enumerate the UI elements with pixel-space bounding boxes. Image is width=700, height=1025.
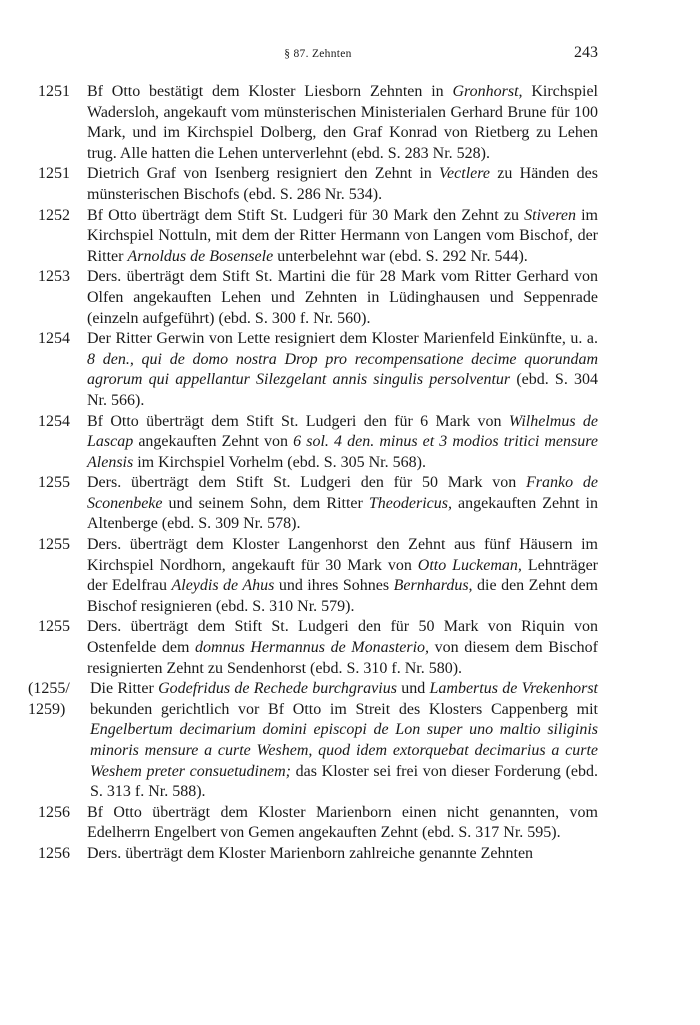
entry-year: 1255	[38, 618, 70, 636]
chronicle-entry	[38, 206, 598, 268]
entry-text-segment: und	[396, 680, 430, 698]
entry-text	[87, 473, 598, 535]
latin-quotation: Franko de Sconenbeke	[87, 474, 598, 512]
entry-list	[28, 82, 599, 865]
entry-text-segment: Lehnträger der Edelfrau	[87, 556, 599, 595]
chronicle-entry	[38, 617, 598, 679]
entry-year: (1255/ 1259)	[28, 680, 70, 718]
entry-text	[87, 803, 598, 844]
entry-text-segment: (ebd. S. 304 Nr. 566).	[87, 371, 599, 409]
latin-quotation: 8 den., qui de domo nostra Drop pro recompensatione decime quorundam agrorum qui appellantur Silezgelant annis singulis persolventur	[87, 350, 598, 389]
entry-text-segment: und ihres Sohnes	[274, 577, 394, 595]
entry-year: 1252	[38, 206, 70, 224]
entry-year: 1253	[38, 268, 70, 286]
latin-quotation: domnus Hermannus de Monasterio,	[195, 639, 430, 657]
chronicle-entry	[38, 803, 598, 844]
latin-quotation: Arnoldus de Bosensele	[127, 247, 274, 265]
entry-text-segment: Bf Otto überträgt dem Kloster Marienborn einen nicht genannten, vom Edelherrn Engelbert von Gemen angekauften Zehnt (ebd. S. 317 Nr. 595).	[87, 803, 598, 842]
entry-text-segment: Die Ritter	[90, 680, 159, 698]
latin-quotation: Bernhardus,	[393, 577, 473, 595]
entry-text-segment: das Kloster sei frei von dieser Forderung (ebd. S. 313 f. Nr. 588).	[90, 762, 598, 801]
entry-year: 1251	[38, 165, 70, 183]
entry-text-segment: im Kirchspiel Nottuln, mit dem der Ritter Hermann von Langen vom Bischof, der Ritter	[87, 206, 598, 265]
entry-text-segment: Ders. überträgt dem Stift St. Ludgeri den für 50 Mark von	[87, 474, 527, 492]
entry-text-segment: von diesem dem Bischof resignierten Zehnt zu Sendenhorst (ebd. S. 310 f. Nr. 580).	[87, 639, 599, 677]
latin-quotation: Aleydis de Ahus	[171, 577, 275, 595]
latin-quotation: Otto Luckeman,	[417, 556, 522, 574]
entry-text	[87, 329, 598, 411]
latin-quotation: Vectlere	[439, 165, 490, 183]
chronicle-entry	[38, 329, 598, 411]
entry-text-segment: Bf Otto überträgt dem Stift St. Ludgeri für 30 Mark den Zehnt zu	[87, 206, 525, 224]
entry-year: 1256	[38, 844, 70, 862]
entry-text	[87, 267, 598, 329]
entry-text-segment: angekauften Zehnt in Altenberge (ebd. S. 309 Nr. 578).	[87, 494, 599, 533]
entry-year: 1255	[38, 474, 70, 492]
chronicle-entry	[38, 164, 598, 205]
latin-quotation: Stiveren	[524, 206, 576, 224]
latin-quotation: Theodericus,	[368, 494, 452, 512]
entry-text	[90, 679, 598, 803]
entry-text-segment: unterbelehnt war (ebd. S. 292 Nr. 544).	[273, 247, 528, 265]
latin-quotation: Wilhelmus de Lascap	[87, 412, 599, 451]
entry-text	[87, 844, 598, 865]
entry-text-segment: Der Ritter Gerwin von Lette resigniert dem Kloster Marienfeld Einkünfte, u. a.	[87, 330, 598, 348]
running-head-title: § 87. Zehnten	[284, 48, 352, 60]
entry-text	[87, 206, 598, 268]
entry-text-segment: bekunden gerichtlich vor Bf Otto im Streit des Klosters Cappenberg mit	[90, 700, 598, 718]
entry-year: 1254	[38, 330, 70, 348]
entry-text-segment: angekauften Zehnt von	[133, 433, 294, 451]
chronicle-entry	[38, 473, 598, 535]
entry-text-segment: Kirchspiel Wadersloh, angekauft vom münsterischen Ministerialen Gerhard Brune für 100 Mark, und im Kirchspiel Dolberg, den Graf Konrad von Rietberg zu Lehen trug. Alle hatten die Lehen unterverlehnt (ebd. S. 283 Nr. 528).	[87, 83, 598, 162]
entry-text-segment: Dietrich Graf von Isenberg resigniert den Zehnt in	[87, 165, 440, 183]
latin-quotation: Gronhorst,	[452, 83, 523, 100]
chronicle-entry	[38, 535, 598, 617]
entry-year: 1254	[38, 412, 70, 430]
chronicle-entry	[28, 679, 599, 803]
entry-text-segment: Ders. überträgt dem Stift St. Ludgeri den für 50 Mark von Riquin von Ostenfelde dem	[87, 618, 598, 657]
entry-text-segment: zu Händen des münsterischen Bischofs (ebd. S. 286 Nr. 534).	[87, 165, 599, 203]
latin-quotation: Godefridus de Rechede burchgravius	[158, 680, 397, 698]
entry-text-segment: Ders. überträgt dem Kloster Langenhorst den Zehnt aus fünf Häusern im Kirchspiel Nordhorn, angekauft für 30 Mark von	[87, 536, 598, 574]
entry-text-segment: Ders. überträgt dem Stift St. Martini die für 28 Mark vom Ritter Gerhard von Olfen angekauften Lehen und Zehnten in Lüdinghausen und Seppenrade (einzeln aufgeführt) (ebd. S. 300 f. Nr. 560).	[87, 268, 598, 327]
entry-text	[87, 535, 598, 617]
latin-quotation: 6 sol. 4 den. minus et 3 modios tritici mensure Alensis	[87, 433, 598, 471]
entry-text-segment: Ders. überträgt dem Kloster Marienborn zahlreiche genannte Zehnten	[87, 844, 534, 862]
entry-text-segment: im Kirchspiel Vorhelm (ebd. S. 305 Nr. 568).	[133, 453, 426, 471]
chronicle-entry	[38, 267, 598, 329]
entry-text	[87, 412, 598, 474]
latin-quotation: Lambertus de Vrekenhorst	[429, 680, 599, 698]
entry-text-segment: und seinem Sohn, dem Ritter	[162, 494, 369, 512]
entry-text	[87, 617, 598, 679]
running-head	[38, 44, 598, 66]
entry-text	[87, 82, 598, 164]
entry-year: 1255	[38, 536, 70, 554]
entry-text-segment: Bf Otto überträgt dem Stift St. Ludgeri den für 6 Mark von	[87, 412, 509, 430]
latin-quotation: Engelbertum decimarium domini episcopi de Lon super uno maltio siliginis minoris mensure a curte Weshem, quod idem extorquebat decimarius a curte Weshem preter consuetudinem;	[90, 721, 598, 780]
entry-year: 1251	[38, 83, 70, 100]
entry-year: 1256	[38, 803, 70, 821]
chronicle-entry	[38, 844, 598, 865]
chronicle-entry	[38, 82, 598, 164]
chronicle-entry	[38, 412, 598, 474]
entry-text-segment: die den Zehnt dem Bischof resignieren (ebd. S. 310 Nr. 579).	[87, 577, 598, 615]
page-number: 243	[574, 44, 598, 61]
entry-text	[87, 164, 598, 205]
entry-text-segment: Bf Otto bestätigt dem Kloster Liesborn Zehnten in	[87, 83, 453, 100]
